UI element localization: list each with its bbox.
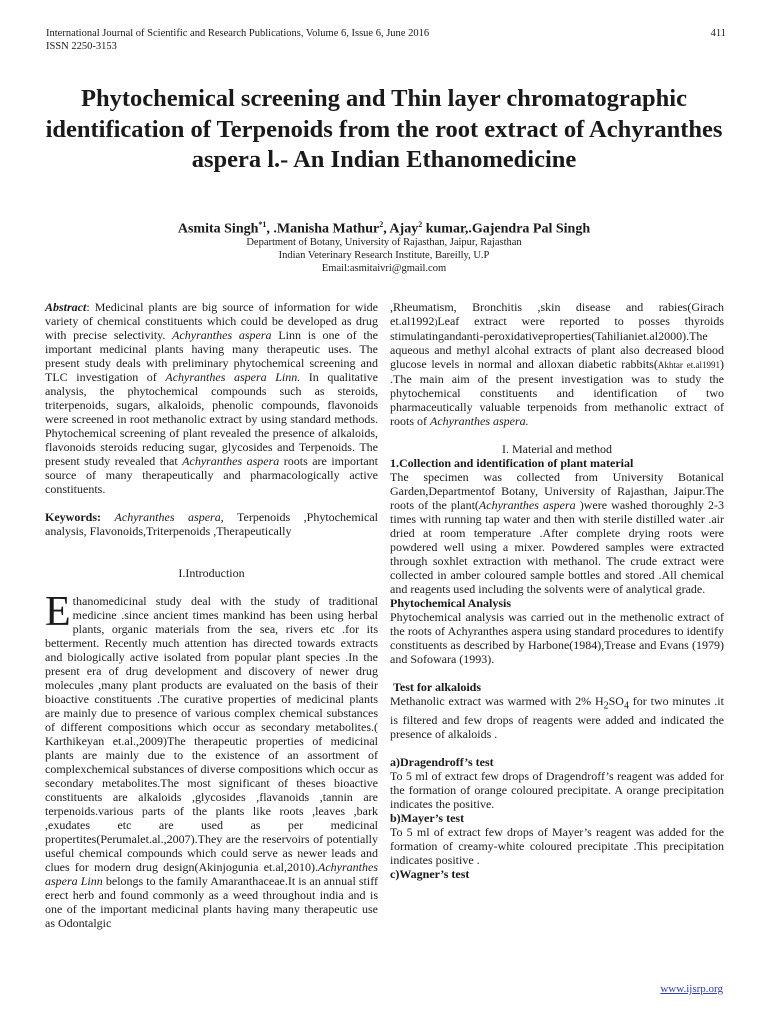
author-email: Email:asmitaivri@gmail.com [321,263,447,274]
paper-title: Phytochemical screening and Thin layer chromatographic identification of Terpenoids from the root extract of Achyranthes aspera l.- An Indian Ethanomedicine [45,85,723,173]
mayer-text: To 5 ml of extract few drops of Mayer’s reagent was added for the formation of creamy-white coloured precipitate .This precipitation indicates positive . [390,825,724,868]
running-header [46,27,726,53]
introduction-species: Achyranthes aspera Linn [45,860,378,888]
collection-heading: 1.Collection and identification of plant material [390,456,634,470]
phytochemical-analysis-text: Phytochemical analysis was carried out in the methenolic extract of the roots of Achyranthes aspera using standard procedures to identify constituents as described by Harbone(1984),Trease and Evans (1979) and Sofowara (1993). [390,610,724,666]
right-column [390,300,724,881]
affiliation-2: Indian Veterinary Research Institute, Bareilly, U.P [278,250,490,261]
collection-species: Achyranthes aspera [478,498,576,512]
journal-url-link[interactable]: www.ijsrp.org [660,983,723,995]
author-list [40,216,728,238]
collection-text-2: )were washed thoroughly 2-3 times with running tap water and then with sterile distilled water .air dried at room temperature .After complete drying roots were powdered well using a mixer. Powdered samples were extracted through soxhlet extraction with methanol. The crude extract were collected in amber coloured sample bottles and stored .All chemical and reagents used including the solvents were of analytical grade. [390,498,724,596]
affiliations [40,236,728,275]
phytochemical-analysis-heading: Phytochemical Analysis [390,596,512,610]
introduction-text-1: thanomedicinal study deal with the study of traditional medicine .since ancient times mankind has been using herbal plants, organic materials from the sea, rivers etc .for its betterment. Recently much attention has directed towards extracts and biologically active isolated from popular plant species .In the present era of drug development and discovery of newer drug molecules ,many plant products are evaluated on the basis of their bioactive constituents .The curative properties of medicinal plants are mainly due to presence of various complex chemical substances of different compositions which occur as secondary metabolites.( Karthikeyan et.al.,2009)The therapeutic properties of medicinal plants are mainly due to the existence of an assortment of complexchemical substances of diverse compositions which occur as secondary metabolites.The most significant of theses bioactive constituents are alkaloids ,glycosides ,flavanoids ,tannin are terpenoids.various parts of the plants like roots ,leaves ,bark ,exudates etc are used as per medicinal propertites(Perumalet.al.,2007).They are the reservoirs of potentially useful chemical compounds which could serve as newer leads and clues for modern drug design(Akinjogunia et.al,2010). [45,594,378,874]
keywords-species: Achyranthes aspera [114,510,221,524]
abstract-text-3: In qualitative analysis, the phytochemical compounds such as steroids, triterpenoids, sugars, alkaloids, phenolic compounds, flavonoids were screened in root methanolic extract by using standard methods. Phytochemical screening of plant revealed the presence of alkaloids, flavonoids steroids reducing sugar, glycosides and Terpenoids. The present study revealed that [45,370,378,468]
alkaloids-heading [390,680,724,694]
introduction-heading: I.Introduction [178,566,245,580]
continued-text-2: Leaf extract were reported to posses thyroids stimulatingandanti-peroxidativeproperties(Tahilianiet.al2000).The aqueous and methyl alcohal extracts of plant also decreased blood glucose levels in normal and alloxan diabetic rabbits( [390,314,724,371]
author-1: Asmita Singh [177,221,259,237]
continued-species: Achyranthes aspera. [430,414,529,428]
author-2: , .Manisha Mathur [266,221,380,237]
keywords-label: Keywords: [45,510,101,524]
introduction-continued [390,300,724,428]
collection-text [390,470,724,596]
author-3: , Ajay [383,221,419,237]
left-column [45,300,378,930]
page-number: 411 [710,28,726,39]
journal-name: International Journal of Scientific and Research Publications, Volume 6, Issue 6, June 2016 [46,28,430,39]
alkaloids-text-3: for two minutes .it is filtered and few drops of reagents were added and indicated the presence of alkaloids . [390,694,724,742]
alkaloids-heading-text: Test for alkaloids [393,680,482,694]
author-3-mark: 2 [418,220,423,229]
author-1-mark: *1 [258,220,267,229]
continued-citation: Akhtar et.al1991 [657,360,720,370]
alkaloids-text [390,694,724,741]
abstract-text-2: Linn is one of the important medicinal plants having many therapeutic uses. The present study deals with preliminary phytochemical screening and TLC investigation of [45,328,379,384]
keywords-text: , Terpenoids ,Phytochemical analysis, Flavonoids,Triterpenoids ,Therapeutically [45,510,378,538]
alkaloids-text-2: SO [608,694,624,708]
introduction-text-2: belongs to the family Amaranthaceae.It is an annual stiff erect herb and found commonly as a weed throughout india and is one of the important medicinal plants having many therapeutic use as Odontalgic [45,874,378,930]
author-2-mark: 2 [379,220,384,229]
affiliation-1: Department of Botany, University of Rajasthan, Jaipur, Rajasthan [246,237,522,248]
issn: ISSN 2250-3153 [46,41,117,52]
drop-cap: E [45,589,71,635]
introduction-text [45,589,378,930]
abstract-text-1: : Medicinal plants are big source of information for wide variety of chemical constituents which could be developed as drug with precise selectivity. [45,300,378,342]
abstract [45,300,378,496]
dragendroff-heading: a)Dragendroff’s test [390,755,494,770]
keywords [45,510,378,538]
formula-subscript-1: 2 [603,700,609,712]
continued-text-1: ,Rheumatism, Bronchitis ,skin disease and rabies(Girach et.al1992 [390,300,724,328]
author-4: kumar,.Gajendra Pal Singh [422,221,591,237]
mayer-heading: b)Mayer’s test [390,811,465,826]
alkaloids-text-1: Methanolic extract was warmed with 2% H [390,694,604,708]
formula-subscript-2: 4 [623,700,629,712]
abstract-label: Abstract [45,300,87,314]
abstract-species-3: Achyranthes aspera [182,454,280,468]
abstract-species-1: Achyranthes aspera [172,328,272,342]
collection-text-1: The specimen was collected from University Botanical Garden,Departmentof Botany, University of Rajasthan, Jaipur.The roots of the plant( [390,470,724,512]
abstract-text-4: roots are important source of many therapeutically and pharmacologically active constituents. [45,454,378,496]
continued-text-3: ) .The main aim of the present investigation was to study the phytochemical constituents and identification of two pharmaceutically valuable terpenoids from methanolic extract of roots of [390,357,724,428]
wagner-heading: c)Wagner’s test [390,867,470,882]
dragendroff-text: To 5 ml of extract few drops of Dragendroff’s reagent was added for the formation of orange coloured precipitate. A orange precipitation indicates the positive. [390,769,724,812]
continued-small-1: ) [434,317,438,327]
abstract-species-2: Achyranthes aspera Linn. [165,370,301,384]
methods-heading: I. Material and method [502,442,612,456]
